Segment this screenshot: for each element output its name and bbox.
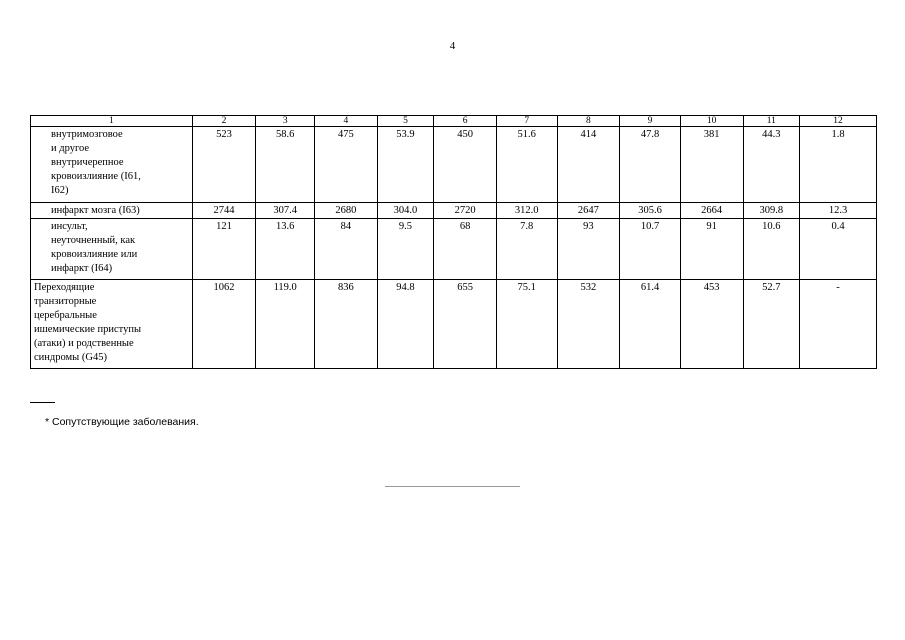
row-label-line: инфаркт (I64) [51, 263, 113, 274]
column-header: 9 [620, 116, 681, 127]
row-label [31, 127, 193, 203]
table-row [31, 127, 877, 203]
column-header: 3 [256, 116, 315, 127]
table-cell: 93 [557, 219, 620, 280]
table-cell: 450 [434, 127, 497, 203]
table-cell: 58.6 [256, 127, 315, 203]
table-cell: 414 [557, 127, 620, 203]
table-cell: 2664 [680, 203, 743, 219]
column-header: 4 [315, 116, 378, 127]
table-cell: 94.8 [377, 280, 434, 369]
row-label-line: кровоизлияние или [51, 249, 138, 260]
table-cell: 0.4 [800, 219, 877, 280]
table-cell: 9.5 [377, 219, 434, 280]
row-label-line: ишемические приступы [34, 324, 142, 335]
row-label [31, 203, 193, 219]
table-cell: 10.7 [620, 219, 681, 280]
table-cell: 2680 [315, 203, 378, 219]
table-cell: 1.8 [800, 127, 877, 203]
footnote: * Сопутствующие заболевания. [45, 416, 199, 428]
table-cell: 309.8 [743, 203, 800, 219]
column-header: 12 [800, 116, 877, 127]
table-cell: 312.0 [496, 203, 557, 219]
end-divider [385, 486, 520, 487]
table-cell: 655 [434, 280, 497, 369]
row-label-line: церебральные [34, 310, 97, 321]
table-cell: 381 [680, 127, 743, 203]
table-cell: 523 [192, 127, 256, 203]
row-label-line: Переходящие [34, 282, 95, 293]
table-row [31, 203, 877, 219]
table-cell: 475 [315, 127, 378, 203]
table-cell: 532 [557, 280, 620, 369]
column-header: 8 [557, 116, 620, 127]
table-cell: 1062 [192, 280, 256, 369]
table-cell: 51.6 [496, 127, 557, 203]
row-label-line: инфаркт мозга (I63) [51, 205, 140, 216]
table-cell: 12.3 [800, 203, 877, 219]
table-cell: 119.0 [256, 280, 315, 369]
row-label-line: кровоизлияние (I61, [51, 171, 141, 182]
table-cell: 7.8 [496, 219, 557, 280]
row-label-line: и другое [51, 143, 90, 154]
column-header: 1 [31, 116, 193, 127]
table-cell: 307.4 [256, 203, 315, 219]
table-cell: 305.6 [620, 203, 681, 219]
table-cell: 91 [680, 219, 743, 280]
column-header: 11 [743, 116, 800, 127]
column-header: 7 [496, 116, 557, 127]
row-label-line: I62) [51, 185, 69, 196]
table-cell: 44.3 [743, 127, 800, 203]
page-number: 4 [449, 40, 456, 52]
table-cell: 13.6 [256, 219, 315, 280]
row-label [31, 219, 193, 280]
statistics-table [30, 115, 877, 369]
column-header: 10 [680, 116, 743, 127]
row-label-line: неуточненный, как [51, 235, 136, 246]
table-header-row [31, 116, 877, 127]
table-row [31, 280, 877, 369]
row-label-line: транзиторные [34, 296, 97, 307]
table-cell: 10.6 [743, 219, 800, 280]
table-cell: 68 [434, 219, 497, 280]
table-cell: 75.1 [496, 280, 557, 369]
table-cell: - [800, 280, 877, 369]
table-cell: 84 [315, 219, 378, 280]
column-header: 6 [434, 116, 497, 127]
table-row [31, 219, 877, 280]
table-cell: 2744 [192, 203, 256, 219]
table-cell: 2720 [434, 203, 497, 219]
row-label [31, 280, 193, 369]
row-label-line: синдромы (G45) [34, 352, 107, 363]
row-label-line: внутричерепное [51, 157, 124, 168]
table-cell: 2647 [557, 203, 620, 219]
table-cell: 47.8 [620, 127, 681, 203]
row-label-line: внутримозговое [51, 129, 123, 140]
row-label-line: (атаки) и родственные [34, 338, 134, 349]
table-cell: 52.7 [743, 280, 800, 369]
table-cell: 304.0 [377, 203, 434, 219]
table-cell: 61.4 [620, 280, 681, 369]
table-cell: 121 [192, 219, 256, 280]
table-cell: 53.9 [377, 127, 434, 203]
table-cell: 453 [680, 280, 743, 369]
row-label-line: инсульт, [51, 221, 88, 232]
table-cell: 836 [315, 280, 378, 369]
column-header: 2 [192, 116, 256, 127]
column-header: 5 [377, 116, 434, 127]
footnote-divider [30, 402, 55, 403]
